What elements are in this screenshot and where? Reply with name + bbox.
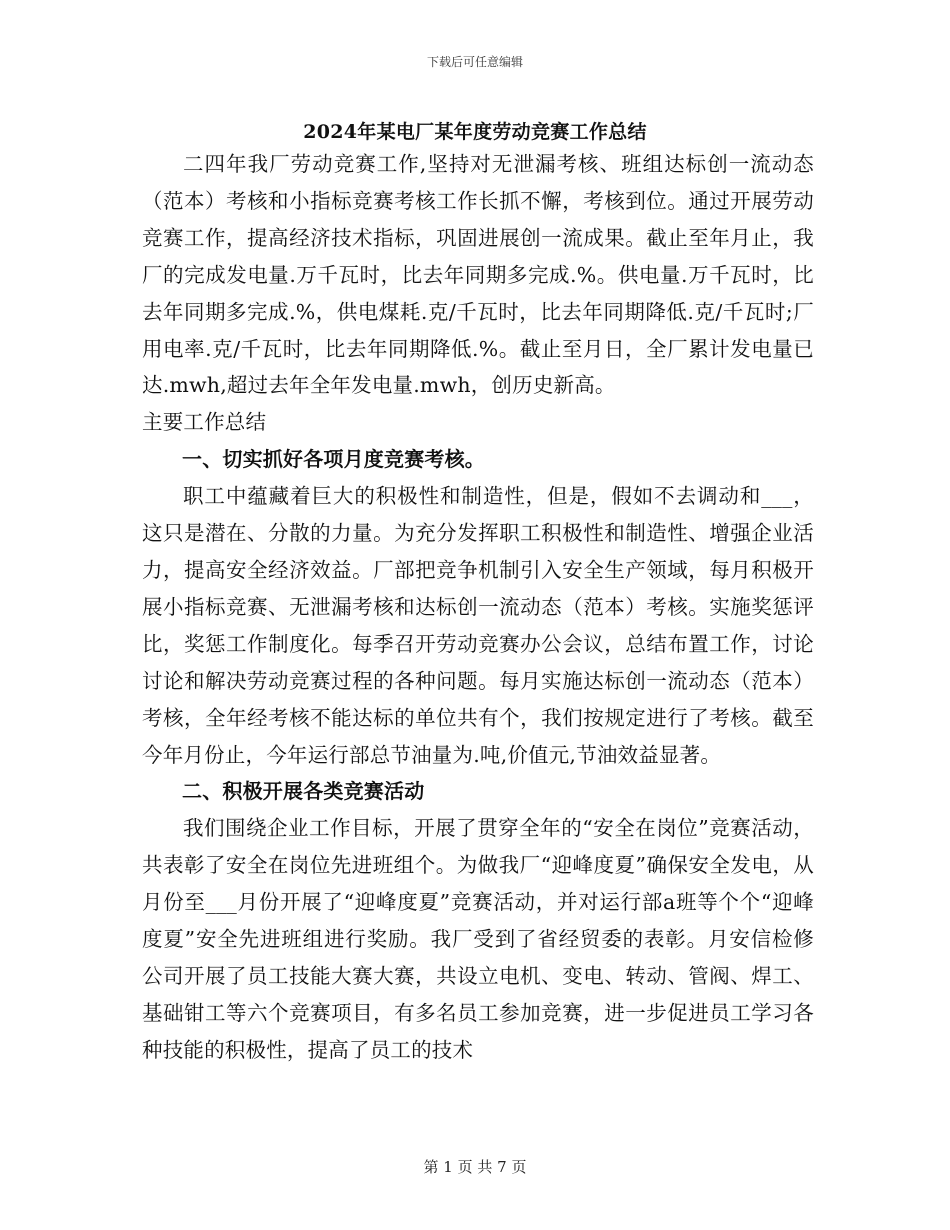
page-number: 第 1 页 共 7 页 [423, 1158, 527, 1176]
summary-label: 主要工作总结 [142, 410, 267, 435]
header-note: 下载后可任意编辑 [426, 55, 523, 69]
document-body [142, 146, 814, 1069]
section2-heading: 二、积极开展各类竞赛活动 [182, 779, 425, 804]
section1-paragraph: 职工中蕴藏着巨大的积极性和制造性，但是，假如不去调动和___，这只是潜在、分散的力量。为充分发挥职工积极性和制造性、增强企业活力，提高安全经济效益。厂部把竞争机制引入安全生产领域，每月积极开展小指标竞赛、无泄漏考核和达标创一流动态（范本）考核。实施奖惩评比，奖惩工作制度化。每季召开劳动竞赛办公会议，总结布置工作，讨论讨论和解决劳动竞赛过程的各种问题。每月实施达标创一流动态（范本）考核，全年经考核不能达标的单位共有个，我们按规定进行了考核。截至今年月份止，今年运行部总节油量为.吨,价值元,节油效益显著。 [142, 484, 814, 767]
document-title: 2024年某电厂某年度劳动竞赛工作总结 [303, 121, 647, 143]
intro-paragraph: 二四年我厂劳动竞赛工作,坚持对无泄漏考核、班组达标创一流动态（范本）考核和小指标竞赛考核工作长抓不懈，考核到位。通过开展劳动竞赛工作，提高经济技术指标，巩固进展创一流成果。截止至年月止，我厂的完成发电量.万千瓦时，比去年同期多完成.%。供电量.万千瓦时，比去年同期多完成.%，供电煤耗.克/千瓦时，比去年同期降低.克/千瓦时;厂用电率.克/千瓦时，比去年同期降低.%。截止至月日，全厂累计发电量已达.mwh,超过去年全年发电量.mwh，创历史新高。 [142, 152, 814, 398]
section1-heading: 一、切实抓好各项月度竞赛考核。 [182, 447, 485, 472]
section2-paragraph: 我们围绕企业工作目标，开展了贯穿全年的“安全在岗位”竞赛活动，共表彰了安全在岗位先进班组个。为做我厂“迎峰度夏”确保安全发电，从月份至___月份开展了“迎峰度夏”竞赛活动，并对运行部a班等个个“迎峰度夏”安全先进班组进行奖励。我厂受到了省经贸委的表彰。月安信检修公司开展了员工技能大赛大赛，共设立电机、变电、转动、管阀、焊工、基础钳工等六个竞赛项目，有多名员工参加竞赛，进一步促进员工学习各种技能的积极性，提高了员工的技术 [142, 816, 814, 1062]
